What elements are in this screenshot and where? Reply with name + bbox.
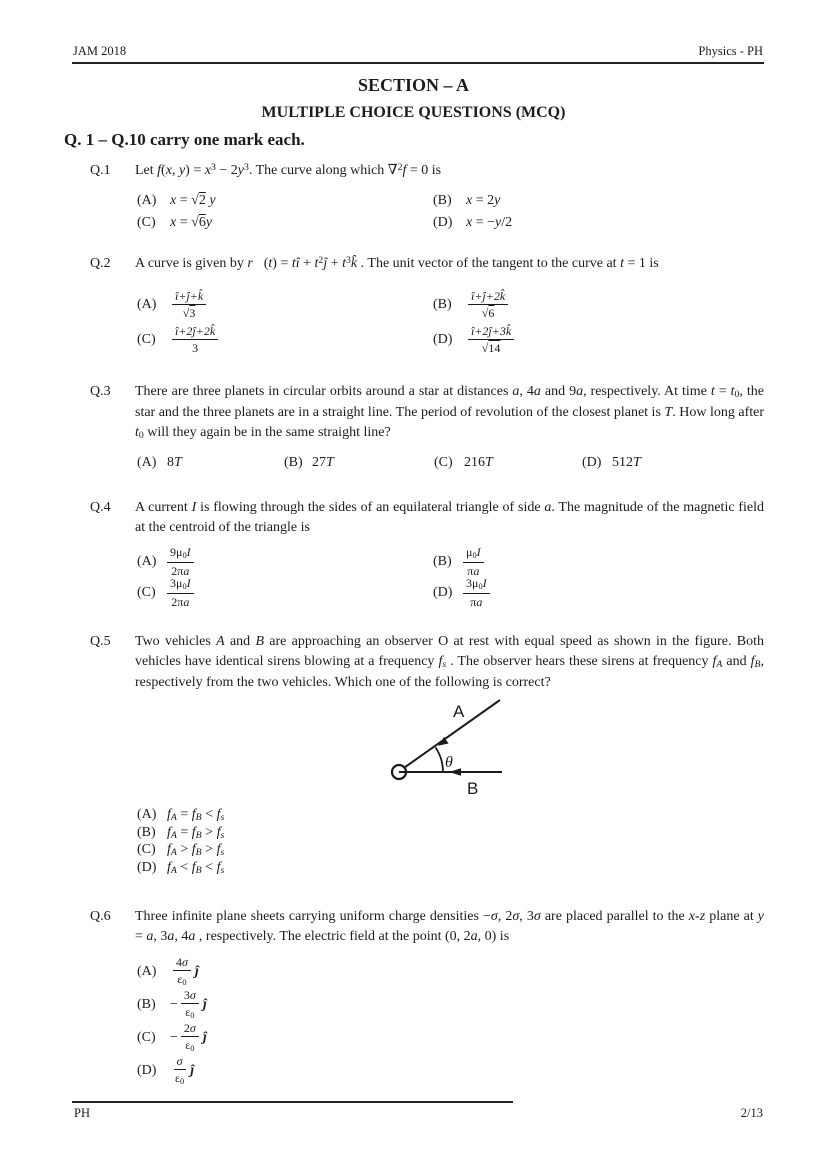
question-1-options [135,190,764,234]
denominator: 2πa [171,564,190,578]
question-5-stem: Two vehicles A and B are approaching an observer O at rest with equal speed as shown in the figure. Both vehicles have identical sirens blowing at a frequency fs . The observer hears these sirens at frequency fA and fB, respectively from the two vehicles. Which one of the following is correct? [135,634,765,690]
denominator: 3 [192,341,199,355]
option-c-fraction [167,576,194,609]
option-c-label: (C) [137,331,156,347]
option-d [431,322,764,357]
j-hat-unit-vector: ĵ [190,1062,195,1078]
numerator: 3μ0I [167,576,194,594]
denominator: ε0 [185,1005,195,1021]
footer-page-number: 2/13 [740,1106,763,1120]
vehicle-b-label: B [466,779,478,798]
option-b [135,825,764,843]
denominator: ε0 [175,1071,185,1087]
option-b-formula: x = 2y [466,193,501,208]
option-b [431,546,764,577]
question-5-figure [135,693,764,801]
footer-paper-code: PH [74,1106,90,1120]
denominator: ε0 [185,1038,195,1054]
option-b [135,988,764,1021]
option-c-fraction [181,1021,199,1054]
option-c-formula: x = √6y [170,215,213,230]
option-a [135,807,764,825]
option-a-label: (A) [137,193,157,208]
option-d-label: (D) [582,455,602,470]
sign: − [170,1029,178,1045]
option-d-fraction [173,1054,186,1087]
option-a-fraction [167,545,194,578]
question-2-options [135,287,764,357]
j-hat-unit-vector: ĵ [202,1029,207,1045]
question-4 [90,498,764,608]
option-b-label: (B) [433,193,452,208]
option-a [135,955,764,988]
question-2-number: Q.2 [90,256,111,271]
option-c-label: (C) [137,842,156,857]
denominator: πa [467,564,480,578]
header-exam-name: JAM 2018 [73,44,127,58]
option-c-label: (C) [137,215,156,230]
option-a-fraction [173,955,191,988]
question-2-stem: A curve is given by r⃗(t) = tî + $t^2ĵ$ + $t^3k̂$ . The unit vector of the tangent to the curve at t = 1 is [135,254,659,271]
question-4-stem: A current I is flowing through the sides of an equilateral triangle of side a. The magnitude of the magnetic field at the centroid of the triangle is [135,500,765,535]
header-divider [72,62,764,64]
option-d [431,577,764,608]
question-1-stem: Let f(x, $y) = x^3 - 2y^3$. The curve along which ∇$^2$f = 0 is [135,161,442,178]
option-d-label: (D) [137,1062,157,1078]
numerator: î+ĵ+2k̂ [468,289,508,305]
option-b-fraction [468,289,508,320]
option-d-fraction [468,324,514,355]
question-5-options [135,807,764,877]
section-title: SECTION – A [357,75,470,95]
option-c [135,842,764,860]
question-1-number: Q.1 [90,163,111,178]
numerator: μ0I [463,545,484,563]
numerator: 4σ [173,955,191,971]
option-a-label: (A) [137,963,157,979]
option-d-formula: x = −y/2 [466,215,513,230]
option-a-label: (A) [137,807,157,822]
doppler-figure [387,693,513,799]
numerator: 3μ0I [463,576,490,594]
option-d-formula: 512T [612,455,641,470]
marks-note: Q. 1 – Q.10 carry one mark each. [64,130,305,149]
option-a-formula: fA = fB < fs [167,807,225,824]
question-3-number: Q.3 [90,384,111,399]
option-b [431,287,764,322]
option-d [135,1054,764,1087]
option-b-fraction [463,545,484,578]
option-c [432,452,580,474]
option-a [135,452,282,474]
question-6-options [135,955,764,1087]
question-3-stem: There are three planets in circular orbits around a star at distances a, 4a and 9a, respectively. At time t = t0, the star and the three planets are in a straight line. The period of revolution of the closest planet is T. How long after t0 will they again be in the same straight line? [135,384,764,442]
option-d-label: (D) [137,859,157,875]
option-a-label: (A) [137,296,157,312]
option-a-formula: 8T [167,455,182,470]
option-d-formula: fA < fB < fs [167,859,225,876]
section-subtitle: MULTIPLE CHOICE QUESTIONS (MCQ) [261,104,566,121]
numerator: î+2ĵ+2k̂ [172,324,218,340]
option-a [135,190,431,212]
question-5-number: Q.5 [90,634,111,649]
option-d-label: (D) [433,331,453,347]
option-c-label: (C) [434,455,453,470]
vehicle-a-label: A [452,702,464,721]
option-b-formula: 27T [312,455,334,470]
numerator: 3σ [181,988,199,1004]
question-4-number: Q.4 [90,500,111,515]
option-a-label: (A) [137,455,157,470]
question-6-stem: Three infinite plane sheets carrying uniform charge densities −σ, 2σ, 3σ are placed parallel to the x-z plane at y = a, 3a, 4a , respectively. The electric field at the point (0, 2a, 0) is [135,909,765,944]
option-d [135,860,764,878]
numerator: 2σ [181,1021,199,1037]
question-2 [90,254,764,357]
numerator: î+ĵ+k̂ [172,289,206,305]
option-a [135,287,431,322]
option-b-label: (B) [284,455,303,470]
numerator: 9μ0I [167,545,194,563]
question-6-number: Q.6 [90,909,111,924]
option-d [580,452,764,474]
option-a [135,546,431,577]
option-d-label: (D) [433,584,453,600]
option-c [135,1021,764,1054]
question-6 [90,907,764,1087]
question-5 [90,632,764,877]
option-c [135,322,431,357]
numerator: σ [174,1054,186,1070]
option-c-formula: fA > fB > fs [167,842,225,859]
question-3 [90,382,764,474]
option-b [431,190,764,212]
angle-arc [435,747,443,772]
option-c-fraction [172,324,218,355]
numerator: î+2ĵ+3k̂ [468,324,514,340]
denominator: ε0 [177,972,187,988]
option-c [135,577,431,608]
question-3-options [135,452,764,474]
option-b [282,452,432,474]
j-hat-unit-vector: ĵ [202,996,207,1012]
j-hat-unit-vector: ĵ [194,963,199,979]
option-b-label: (B) [433,553,452,569]
option-b-label: (B) [433,296,452,312]
option-b-label: (B) [137,824,156,840]
option-d-label: (D) [433,215,453,230]
angle-theta-label: θ [444,754,453,771]
sign: − [170,996,178,1012]
option-d-fraction [463,576,490,609]
option-b-formula: fA = fB > fs [167,824,225,841]
footer-divider [72,1101,513,1103]
denominator: πa [470,595,483,609]
denominator: √14 [481,341,501,355]
option-a-fraction [172,289,206,320]
denominator: √3 [182,306,196,320]
option-b-label: (B) [137,996,156,1012]
question-1 [90,161,764,234]
header-subject-name: Physics - PH [698,44,763,58]
option-c-label: (C) [137,584,156,600]
option-d [431,212,764,234]
option-c [135,212,431,234]
option-a-formula: x = √2 y [170,193,216,208]
option-a-label: (A) [137,553,157,569]
option-c-label: (C) [137,1029,156,1045]
denominator: 2πa [171,595,190,609]
option-b-fraction [181,988,199,1021]
question-4-options [135,546,764,608]
denominator: √6 [481,306,495,320]
option-c-formula: 216T [464,455,493,470]
